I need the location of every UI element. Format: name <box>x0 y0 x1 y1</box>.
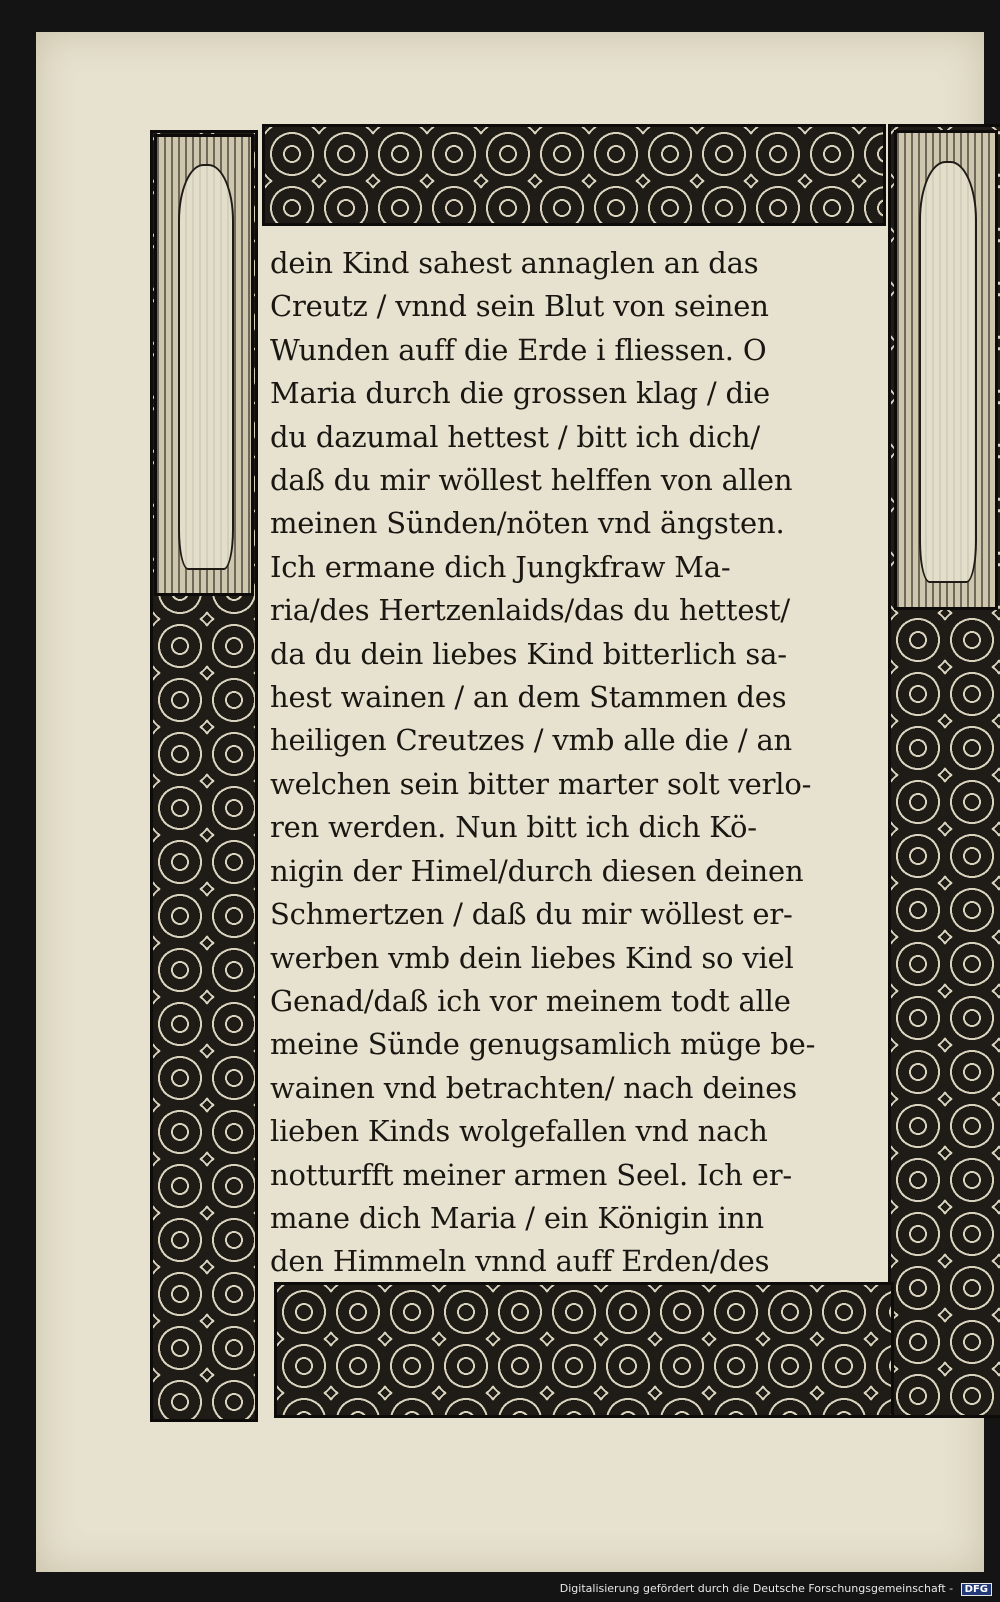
text-line: da du dein liebes Kind bitterlich sa- <box>270 636 787 671</box>
text-line: werben vmb dein liebes Kind so viel <box>270 940 794 975</box>
text-line: ria/des Hertzenlaids/das du hettest/ <box>270 593 790 628</box>
text-line: Schmertzen / daß du mir wöllest er- <box>270 897 793 932</box>
text-line: Maria durch die grossen klag / die <box>270 376 770 411</box>
text-line: heiligen Creutzes / vmb alle die / an <box>270 723 793 758</box>
figure-silhouette <box>178 164 235 569</box>
text-line: Ich ermane dich Jungkfraw Ma- <box>270 549 731 584</box>
text-line: daß du mir wöllest helffen von allen <box>270 463 793 498</box>
text-line: lieben Kinds wolgefallen vnd nach <box>270 1114 768 1149</box>
text-line: meinen Sünden/nöten vnd ängsten. <box>270 506 785 541</box>
text-line: ren werden. Nun bitt ich dich Kö- <box>270 810 757 845</box>
text-line: wainen vnd betrachten/ nach deines <box>270 1070 797 1105</box>
digitization-credit <box>560 1582 992 1596</box>
text-line: Wunden auff die Erde i fliessen. O <box>270 332 767 367</box>
text-line: dein Kind sahest annaglen an das <box>270 246 759 280</box>
text-line: Creutz / vnnd sein Blut von seinen <box>270 289 769 324</box>
text-line: den Himmeln vnnd auff Erden/des <box>270 1244 770 1279</box>
credit-text: Digitalisierung gefördert durch die Deutsche Forschungsgemeinschaft - <box>559 1582 954 1595</box>
ornamental-border-top <box>262 124 886 226</box>
ornamental-border-bottom <box>274 1282 894 1418</box>
text-line: nigin der Himel/durch diesen deinen <box>270 853 804 888</box>
text-line: du dazumal hettest / bitt ich dich/ <box>270 419 760 454</box>
woodcut-figure-left <box>154 134 254 596</box>
dfg-logo: DFG <box>961 1583 992 1596</box>
woodcut-figure-right <box>894 130 998 610</box>
text-line: hest wainen / an dem Stammen des <box>270 680 787 715</box>
text-block <box>262 228 886 1280</box>
book-page <box>36 32 984 1572</box>
prayer-text <box>262 228 886 1284</box>
text-line: meine Sünde genugsamlich müge be- <box>270 1027 816 1062</box>
text-line: mane dich Maria / ein Königin inn <box>270 1200 764 1235</box>
text-line: welchen sein bitter marter solt verlo- <box>270 766 812 801</box>
figure-silhouette <box>919 161 978 582</box>
text-line: notturfft meiner armen Seel. Ich er- <box>270 1157 793 1192</box>
text-line: Genad/daß ich vor meinem todt alle <box>270 983 791 1018</box>
